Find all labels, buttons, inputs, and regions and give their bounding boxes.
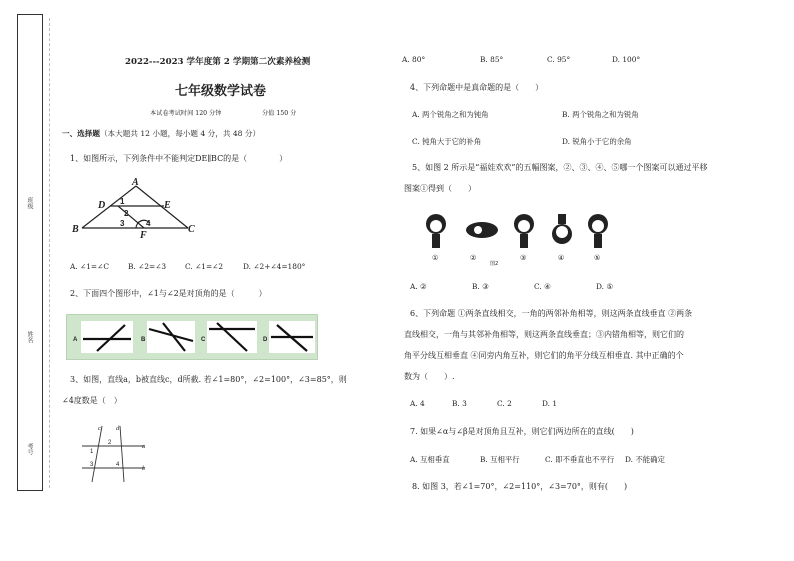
label-A: A bbox=[132, 177, 139, 188]
q6-line4: 数为（ ）. bbox=[404, 372, 455, 381]
q1-option-b[interactable]: B. ∠2=∠3 bbox=[128, 262, 167, 271]
q1-stem: 1、如图所示，下列条件中不能判定DE∥BC的是（ ） bbox=[70, 154, 288, 163]
q4-stem: 4、下列命题中是真命题的是（ ） bbox=[410, 83, 544, 92]
binding-label-class: 班级 bbox=[26, 197, 33, 209]
fuwa-label-5: ⑤ bbox=[594, 254, 601, 262]
q7-option-a[interactable]: A. 互相垂直 bbox=[410, 455, 450, 464]
fuwa-label-3: ③ bbox=[520, 254, 527, 262]
cut-line bbox=[49, 18, 50, 488]
q3-angle-2: 2 bbox=[108, 440, 112, 446]
fig2-caption: 图2 bbox=[490, 261, 499, 267]
q3-angle-3: 3 bbox=[90, 462, 94, 468]
q5-option-c[interactable]: C. ④ bbox=[534, 282, 551, 291]
q3-stem-line2: ∠4度数是（ ） bbox=[62, 396, 122, 405]
fuwa-1-icon bbox=[426, 214, 446, 248]
fuwa-label-1: ① bbox=[432, 254, 439, 262]
q3-option-a[interactable]: A. 80° bbox=[402, 55, 426, 64]
page-title: 七年级数学试卷 bbox=[175, 84, 267, 99]
q2-label-a: A bbox=[73, 337, 78, 343]
q7-stem: 7. 如果∠α与∠β是对顶角且互补，则它们两边所在的直线( ) bbox=[410, 427, 634, 436]
q4-option-c[interactable]: C. 钝角大于它的补角 bbox=[412, 137, 482, 146]
angle-2-label: 2 bbox=[124, 209, 129, 218]
q4-option-b[interactable]: B. 两个锐角之和为锐角 bbox=[562, 110, 639, 119]
q6-option-d[interactable]: D. 1 bbox=[542, 399, 558, 408]
label-F: F bbox=[140, 230, 147, 238]
q8-stem: 8. 如图 3，若∠1=70°，∠2=110°，∠3=70°，则有( ) bbox=[412, 482, 628, 491]
q7-option-d[interactable]: D. 不能确定 bbox=[625, 455, 665, 464]
q3-angle-4: 4 bbox=[116, 462, 120, 468]
angle-4-label: 4 bbox=[146, 219, 151, 228]
q1-triangle-figure bbox=[70, 176, 200, 238]
q1-option-c[interactable]: C. ∠1=∠2 bbox=[185, 262, 224, 271]
q5-stem-line2: 图案①得到（ ） bbox=[404, 184, 476, 193]
label-D: D bbox=[98, 200, 106, 211]
label-B: B bbox=[72, 224, 79, 235]
q4-option-a[interactable]: A. 两个锐角之和为钝角 bbox=[412, 110, 489, 119]
fuwa-label-4: ④ bbox=[558, 254, 565, 262]
q3-label-d: d bbox=[116, 425, 120, 432]
q5-option-a[interactable]: A. ② bbox=[410, 282, 427, 291]
q6-option-c[interactable]: C. 2 bbox=[497, 399, 512, 408]
fuwa-5-icon bbox=[588, 214, 608, 248]
q7-option-b[interactable]: B. 互相平行 bbox=[480, 455, 520, 464]
q3-option-d[interactable]: D. 100° bbox=[612, 55, 641, 64]
fuwa-4-icon bbox=[552, 214, 572, 244]
q3-stem-line1: 3、如图，直线a，b被直线c，d所截. 若∠1=80°，∠2=100°，∠3=85°，则 bbox=[70, 375, 347, 384]
angle-1-label: 1 bbox=[120, 197, 125, 206]
fuwa-2-icon bbox=[466, 222, 498, 238]
exam-time: 本试卷考试时间 120 分钟 bbox=[150, 110, 222, 117]
fuwa-label-2: ② bbox=[470, 254, 477, 262]
q2-label-b: B bbox=[141, 337, 146, 343]
q6-line1: 6、下列命题 ①两条直线相交，一角的两邻补角相等，则这两条直线垂直 ②两条 bbox=[410, 309, 693, 318]
q2-figure-strip bbox=[66, 314, 318, 360]
q6-option-a[interactable]: A. 4 bbox=[410, 399, 425, 408]
label-E: E bbox=[164, 200, 171, 211]
q1-option-d[interactable]: D. ∠2+∠4=180° bbox=[243, 262, 306, 271]
binding-label-id: 考号 bbox=[26, 443, 33, 455]
q3-lines-figure bbox=[78, 422, 150, 484]
q3-label-c: c bbox=[98, 425, 101, 432]
exam-score: 分值 150 分 bbox=[262, 110, 297, 117]
q1-option-a[interactable]: A. ∠1=∠C bbox=[70, 262, 109, 271]
q2-stem: 2、下面四个图形中，∠1与∠2是对顶角的是（ ） bbox=[70, 289, 267, 298]
q5-option-b[interactable]: B. ③ bbox=[472, 282, 489, 291]
q3-angle-1: 1 bbox=[90, 449, 94, 455]
q5-fuwa-figure bbox=[420, 208, 620, 268]
q4-option-d[interactable]: D. 锐角小于它的余角 bbox=[562, 137, 632, 146]
q5-stem-line1: 5、如图 2 所示是“福娃欢欢”的五幅图案，②、③、④、⑤哪一个图案可以通过平移 bbox=[412, 163, 708, 172]
q3-option-b[interactable]: B. 85° bbox=[480, 55, 504, 64]
q7-option-c[interactable]: C. 即不垂直也不平行 bbox=[545, 455, 615, 464]
q3-label-a: a bbox=[142, 443, 146, 450]
q6-line3: 角平分线互相垂直 ④同旁内角互补，则它们的角平分线互相垂直. 其中正确的个 bbox=[404, 351, 684, 360]
exam-header: 2022---2023 学年度第 2 学期第二次素养检测 bbox=[125, 57, 311, 67]
q3-label-b: b bbox=[142, 465, 146, 472]
fuwa-3-icon bbox=[514, 214, 534, 248]
q3-option-c[interactable]: C. 95° bbox=[547, 55, 571, 64]
binding-strip bbox=[17, 14, 43, 491]
section-desc: （本大题共 12 小题，每小题 4 分，共 48 分） bbox=[99, 129, 261, 138]
q5-option-d[interactable]: D. ⑤ bbox=[596, 282, 613, 291]
q6-line2: 直线相交，一角与其邻补角相等，则这两条直线垂直；③内错角相等，则它们的 bbox=[404, 330, 684, 339]
binding-label-name: 姓名 bbox=[26, 331, 33, 343]
q2-label-c: C bbox=[201, 337, 206, 343]
angle-3-label: 3 bbox=[120, 219, 125, 228]
label-C: C bbox=[188, 224, 195, 235]
q2-label-d: D bbox=[263, 337, 268, 343]
q6-option-b[interactable]: B. 3 bbox=[452, 399, 467, 408]
section-title: 一、选择题 bbox=[62, 129, 100, 138]
